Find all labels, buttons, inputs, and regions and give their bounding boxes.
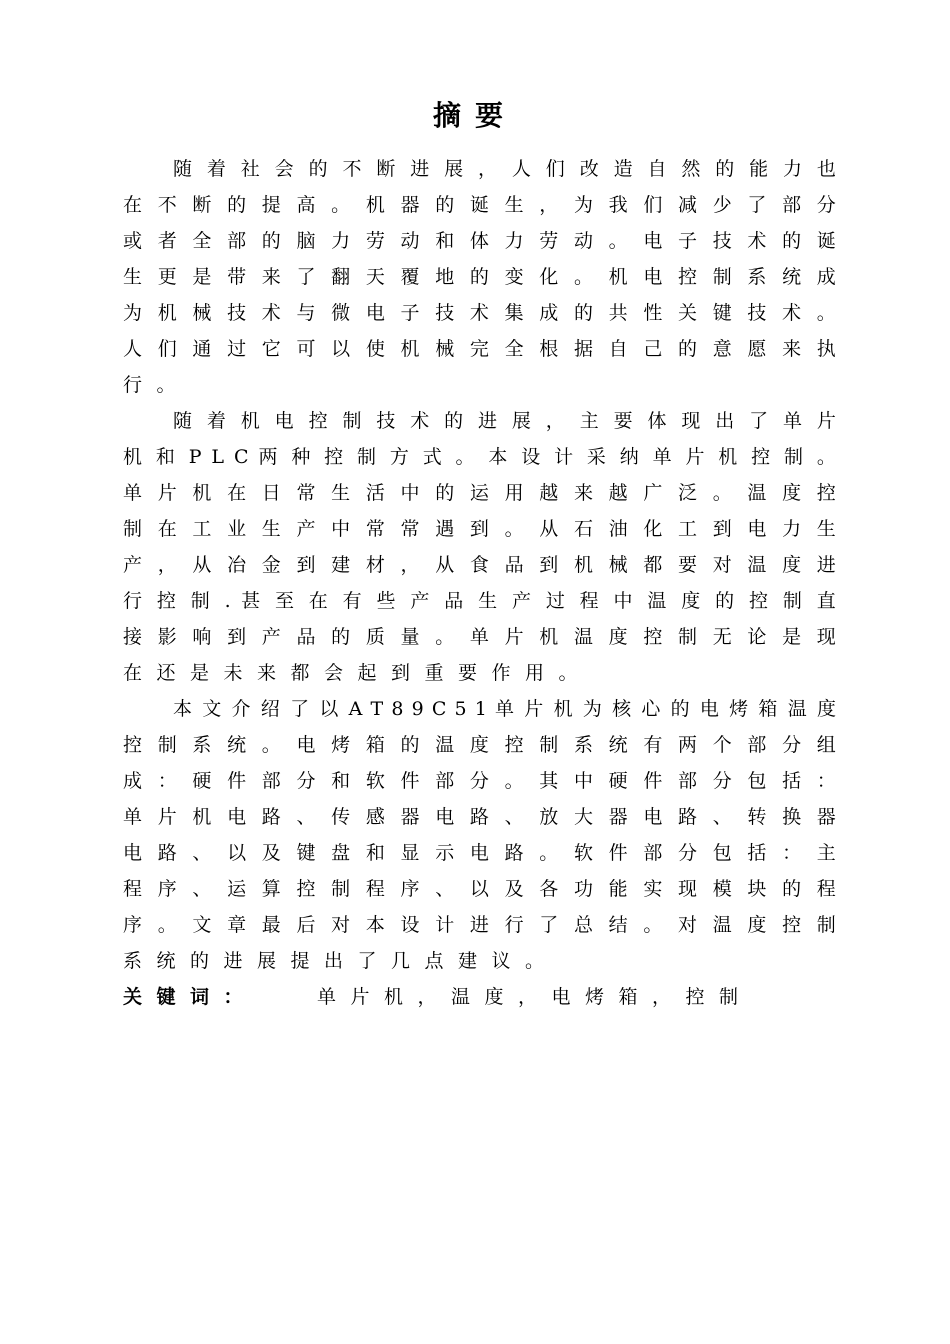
paragraph-line: 人 们 通 过 它 可 以 使 机 械 完 全 根 据 自 己 的 意 愿 来 执	[123, 338, 836, 360]
paragraph-line: 控 制 系 统 。 电 烤 箱 的 温 度 控 制 系 统 有 两 个 部 分 组	[123, 734, 836, 756]
paragraph-2	[123, 403, 836, 691]
paragraph-line: 本 文 介 绍 了 以 A T 8 9 C 5 1 单 片 机 为 核 心 的 电 烤 箱 温 度	[173, 698, 836, 720]
page-title: 摘要	[432, 99, 517, 132]
paragraph-line: 单 片 机 在 日 常 生 活 中 的 运 用 越 来 越 广 泛 。 温 度 控	[123, 482, 836, 504]
paragraph-line: 在 不 断 的 提 高 。 机 器 的 诞 生 ， 为 我 们 减 少 了 部 分	[123, 194, 836, 216]
paragraph-line: 或 者 全 部 的 脑 力 劳 动 和 体 力 劳 动 。 电 子 技 术 的 诞	[123, 230, 836, 252]
paragraph-line: 程 序 、 运 算 控 制 程 序 、 以 及 各 功 能 实 现 模 块 的 程	[123, 878, 836, 900]
paragraph-line: 行 控 制 . 甚 至 在 有 些 产 品 生 产 过 程 中 温 度 的 控 制 直	[123, 590, 836, 612]
paragraph-line: 系统的进展提出了几点建议。	[123, 950, 559, 972]
paragraph-3	[123, 691, 836, 979]
keywords-line	[123, 979, 836, 1015]
paragraph-line: 成 ： 硬 件 部 分 和 软 件 部 分 。 其 中 硬 件 部 分 包 括 ：	[123, 770, 836, 792]
paragraph-line: 产 ， 从 冶 金 到 建 材 ， 从 食 品 到 机 械 都 要 对 温 度 进	[123, 554, 836, 576]
paragraph-line: 随 着 机 电 控 制 技 术 的 进 展 ， 主 要 体 现 出 了 单 片	[173, 410, 836, 432]
paragraph-line: 制 在 工 业 生 产 中 常 常 遇 到 。 从 石 油 化 工 到 电 力 生	[123, 518, 836, 540]
paragraph-line: 单 片 机 电 路 、 传 感 器 电 路 、 放 大 器 电 路 、 转 换 器	[123, 806, 836, 828]
keywords-values: 单片机，温度，电烤箱，控制	[317, 986, 753, 1008]
paragraph-line: 电 路 、 以 及 键 盘 和 显 示 电 路 。 软 件 部 分 包 括 ： 主	[123, 842, 836, 864]
paragraph-line: 为 机 械 技 术 与 微 电 子 技 术 集 成 的 共 性 关 键 技 术 。	[123, 302, 836, 324]
keywords-label: 关键词：	[123, 986, 258, 1008]
paragraph-line: 接 影 响 到 产 品 的 质 量 。 单 片 机 温 度 控 制 无 论 是 现	[123, 626, 836, 648]
abstract-body	[123, 151, 836, 1015]
paragraph-line: 行。	[123, 374, 191, 396]
paragraph-line: 在还是未来都会起到重要作用。	[123, 662, 593, 684]
paragraph-line: 随 着 社 会 的 不 断 进 展 ， 人 们 改 造 自 然 的 能 力 也	[173, 158, 836, 180]
paragraph-line: 序 。 文 章 最 后 对 本 设 计 进 行 了 总 结 。 对 温 度 控 制	[123, 914, 836, 936]
paragraph-line: 生 更 是 带 来 了 翻 天 覆 地 的 变 化 。 机 电 控 制 系 统 成	[123, 266, 836, 288]
paragraph-1	[123, 151, 836, 403]
paragraph-line: 机 和 P L C 两 种 控 制 方 式 。 本 设 计 采 纳 单 片 机 控 制 。	[123, 446, 836, 468]
